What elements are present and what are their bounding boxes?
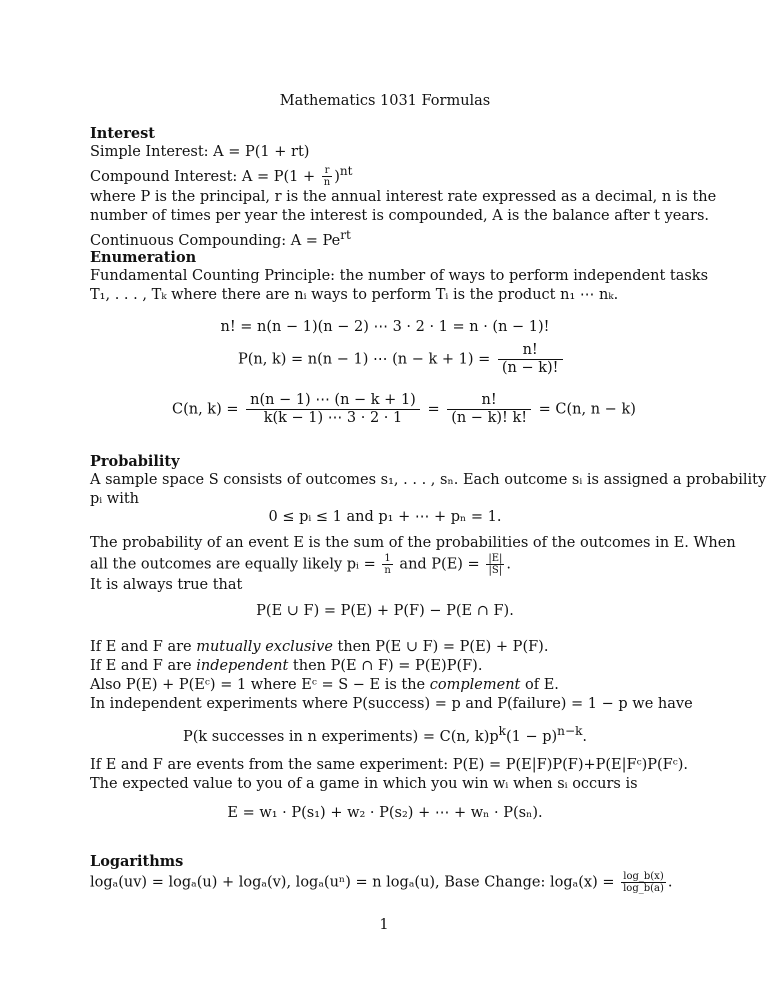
mutex-a: If E and F are <box>90 639 197 655</box>
probability-rules <box>90 638 693 714</box>
fraction-denominator: (n − k)! <box>501 360 559 376</box>
log-rules-text: logₐ(uv) = logₐ(u) + logₐ(v), logₐ(uⁿ) = n logₐ(u), Base Change: logₐ(x) = <box>90 874 620 891</box>
interest-explanation-line-2: number of times per year the interest is compounded, A is the balance after t years. <box>90 208 709 225</box>
mutex-emphasis: mutually exclusive <box>196 639 333 655</box>
compound-interest-formula <box>90 162 680 188</box>
fraction-denominator: n <box>384 565 391 576</box>
heading-interest: Interest <box>90 125 155 142</box>
permutation-lhs: P(n, k) = n(n − 1) ⋯ (n − k + 1) = <box>238 351 491 368</box>
compl-emphasis: complement <box>429 677 521 693</box>
base-change-fraction <box>621 871 666 894</box>
probability-event-text <box>90 534 736 595</box>
compl-b: of E. <box>520 677 559 693</box>
continuous-exponent: rt <box>340 228 351 243</box>
binomial-b: (1 − p) <box>505 728 558 745</box>
expected-value-equation: E = w₁ · P(s₁) + w₂ · P(s₂) + ⋯ + wₙ · P(sₙ). <box>227 805 543 821</box>
event-line-2-b: and P(E) = <box>394 556 485 573</box>
page-number: 1 <box>379 917 389 933</box>
sample-space-line-2: pᵢ with <box>90 491 140 507</box>
binomial-exponent-2: n−k <box>557 724 583 738</box>
fraction-numerator: 1 <box>382 553 392 565</box>
fraction-numerator: n(n − 1) ⋯ (n − k + 1) <box>246 392 420 410</box>
mutually-exclusive-rule <box>90 638 680 657</box>
independent-experiments-line: In independent experiments where P(success) = p and P(failure) = 1 − p we have <box>90 696 693 712</box>
combination-rhs: = C(n, n − k) <box>538 401 636 418</box>
rate-fraction <box>322 165 332 188</box>
always-true-line: It is always true that <box>90 577 243 593</box>
compound-exponent: nt <box>339 164 353 178</box>
combination-fraction-2 <box>447 392 531 427</box>
compound-suffix: ) <box>334 168 340 185</box>
mutex-b: then P(E ∪ F) = P(E) + P(F). <box>332 639 549 655</box>
union-equation: P(E ∪ F) = P(E) + P(F) − P(E ∩ F). <box>256 603 514 619</box>
uniform-fraction <box>382 553 392 576</box>
combination-fraction-1 <box>246 392 420 427</box>
probability-bounds: 0 ≤ pᵢ ≤ 1 and p₁ + ⋯ + pₙ = 1. <box>268 509 502 525</box>
event-line-1: The probability of an event E is the sum of the probabilities of the outcomes in E. When <box>90 535 736 551</box>
event-line-2 <box>90 553 680 576</box>
independent-rule <box>90 657 680 676</box>
fraction-numerator: n! <box>447 392 531 410</box>
heading-enumeration: Enumeration <box>90 249 197 266</box>
section-logarithms <box>90 852 680 894</box>
compound-prefix: Compound Interest: A = P(1 + <box>90 168 320 185</box>
event-fraction <box>486 553 504 576</box>
combination-equation <box>172 392 636 427</box>
complement-rule <box>90 676 680 695</box>
indep-a: If E and F are <box>90 658 197 674</box>
fraction-denominator: (n − k)! k! <box>451 410 528 426</box>
combination-lhs: C(n, k) = <box>172 401 239 418</box>
fraction-numerator: r <box>322 165 332 177</box>
document-title: Mathematics 1031 Formulas <box>279 93 491 109</box>
compl-a: Also P(E) + P(Eᶜ) = 1 where Eᶜ = S − E is the <box>90 677 430 693</box>
binomial-c: . <box>582 728 587 745</box>
factorial-equation: n! = n(n − 1)(n − 2) ⋯ 3 · 2 · 1 = n · (n − 1)! <box>220 319 550 335</box>
heading-probability: Probability <box>90 453 180 470</box>
fraction-numerator: log_b(x) <box>621 871 666 883</box>
binomial-equation <box>90 722 680 747</box>
fraction-numerator: n! <box>498 342 563 360</box>
fraction-denominator: n <box>323 177 331 189</box>
fraction-numerator: |E| <box>488 553 503 564</box>
permutation-fraction <box>498 342 563 377</box>
expected-value-line: The expected value to you of a game in which you win wᵢ when sᵢ occurs is <box>90 776 638 792</box>
counting-principle-line-2: T₁, . . . , Tₖ where there are nᵢ ways to perform Tᵢ is the product n₁ ⋯ nₖ. <box>90 287 619 303</box>
indep-b: then P(E ∩ F) = P(E)P(F). <box>288 658 483 674</box>
fraction-denominator: |S| <box>488 565 503 576</box>
fraction-denominator: log_b(a) <box>623 883 664 894</box>
section-enumeration <box>90 248 709 305</box>
binomial-a: P(k successes in n experiments) = C(n, k)p <box>182 728 499 745</box>
event-line-2-a: all the outcomes are equally likely pᵢ = <box>90 556 381 573</box>
section-interest <box>90 124 717 251</box>
fraction-denominator: k(k − 1) ⋯ 3 · 2 · 1 <box>263 410 403 426</box>
simple-interest-formula: Simple Interest: A = P(1 + rt) <box>90 144 310 160</box>
total-probability-text <box>90 756 689 794</box>
indep-emphasis: independent <box>196 658 289 674</box>
logarithm-rules <box>90 871 680 894</box>
counting-principle-line-1: Fundamental Counting Principle: the number of ways to perform independent tasks <box>90 268 709 284</box>
interest-explanation-line-1: where P is the principal, r is the annual interest rate expressed as a decimal, n is the <box>90 189 717 206</box>
event-line-2-c: . <box>506 556 511 573</box>
binomial-exponent-1: k <box>498 724 506 738</box>
permutation-equation <box>238 342 566 377</box>
total-probability-line: If E and F are events from the same experiment: P(E) = P(E|F)P(F)+P(E|Fᶜ)P(Fᶜ). <box>90 757 689 773</box>
continuous-prefix: Continuous Compounding: A = Pe <box>90 233 341 250</box>
section-probability <box>90 452 767 509</box>
heading-logarithms: Logarithms <box>90 853 184 870</box>
sample-space-line-1: A sample space S consists of outcomes s₁, . . . , sₙ. Each outcome sᵢ is assigned a probability <box>90 472 767 488</box>
log-rules-end: . <box>667 874 673 891</box>
combination-equals: = <box>427 401 440 418</box>
